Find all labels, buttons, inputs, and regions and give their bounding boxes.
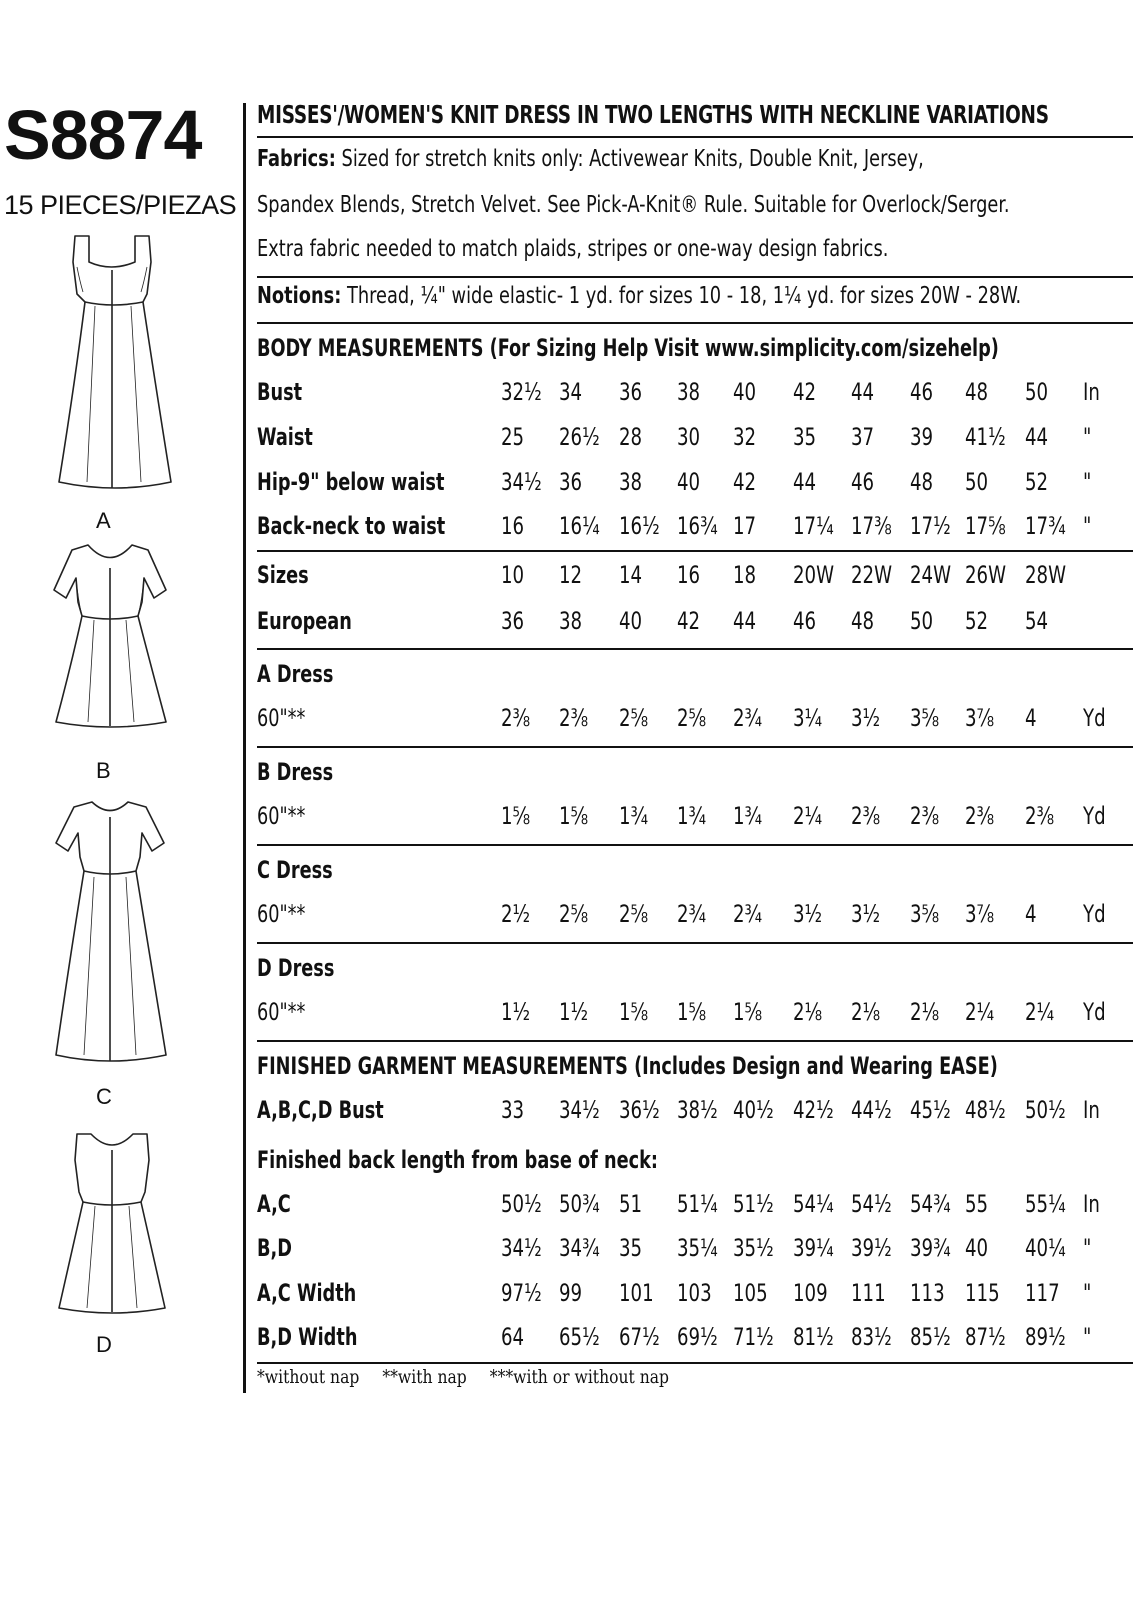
table-cell: 2⅛	[793, 998, 823, 1026]
table-cell: 46	[910, 378, 934, 406]
table-cell: 3⅝	[910, 900, 940, 928]
table-cell: 54	[1025, 607, 1049, 635]
table-cell: 2⅜	[910, 802, 940, 830]
dress-sketch-b	[48, 540, 172, 730]
unit-cell: "	[1083, 468, 1092, 496]
table-cell: 36½	[619, 1096, 660, 1124]
table-cell: 34½	[559, 1096, 600, 1124]
row-label: Bust	[257, 378, 303, 406]
footnote-without-nap: *without nap	[257, 1366, 360, 1388]
table-cell: 16	[501, 512, 525, 540]
row-label: Sizes	[257, 561, 309, 589]
unit-cell: "	[1083, 423, 1092, 451]
view-heading: C Dress	[257, 856, 333, 884]
table-cell: 2⅛	[910, 998, 940, 1026]
table-cell: 40½	[733, 1096, 774, 1124]
table-cell: 50½	[1025, 1096, 1066, 1124]
table-cell: 81½	[793, 1323, 834, 1351]
table-cell: 2¾	[733, 704, 763, 732]
table-cell: 18	[733, 561, 757, 589]
table-cell: 2¾	[677, 900, 707, 928]
table-cell: 40	[965, 1234, 989, 1262]
table-cell: 39½	[851, 1234, 892, 1262]
table-cell: 44	[733, 607, 757, 635]
table-row	[257, 1279, 1133, 1309]
divider	[257, 1362, 1133, 1364]
row-label: 60"**	[257, 802, 306, 830]
row-label: 60"**	[257, 900, 306, 928]
table-cell: 50¾	[559, 1190, 600, 1218]
table-cell: 17½	[910, 512, 951, 540]
table-cell: 16½	[619, 512, 660, 540]
row-label: B,D Width	[257, 1323, 358, 1351]
table-cell: 97½	[501, 1279, 542, 1307]
table-cell: 54¾	[910, 1190, 951, 1218]
table-cell: 42	[733, 468, 757, 496]
table-cell: 37	[851, 423, 875, 451]
table-cell: 44	[851, 378, 875, 406]
notions-text: Thread, ¼" wide elastic- 1 yd. for sizes 10 - 18, 1¼ yd. for sizes 20W - 28W.	[341, 283, 1022, 309]
table-cell: 34	[559, 378, 583, 406]
table-row	[257, 468, 1133, 498]
table-cell: 32	[733, 423, 757, 451]
table-cell: 2⅝	[619, 704, 649, 732]
table-cell: 54½	[851, 1190, 892, 1218]
table-cell: 35	[619, 1234, 643, 1262]
table-cell: 17	[733, 512, 757, 540]
table-cell: 42	[677, 607, 701, 635]
table-cell: 1⅝	[559, 802, 589, 830]
table-cell: 25	[501, 423, 525, 451]
pattern-details	[257, 0, 1133, 1602]
view-heading: A Dress	[257, 660, 334, 688]
table-cell: 39	[910, 423, 934, 451]
table-cell: 24W	[910, 561, 952, 589]
table-cell: 12	[559, 561, 583, 589]
table-cell: 36	[501, 607, 525, 635]
table-cell: 111	[851, 1279, 886, 1307]
table-cell: 2⅜	[965, 802, 995, 830]
table-cell: 2⅜	[501, 704, 531, 732]
table-cell: 1¾	[619, 802, 649, 830]
divider	[257, 1040, 1133, 1042]
dress-sketch-d	[55, 1130, 169, 1316]
table-cell: 1¾	[733, 802, 763, 830]
divider	[257, 276, 1133, 278]
table-cell: 46	[793, 607, 817, 635]
row-label: 60"**	[257, 704, 306, 732]
table-cell: 51¼	[677, 1190, 718, 1218]
unit-cell: "	[1083, 1234, 1092, 1262]
unit-cell: "	[1083, 1323, 1092, 1351]
view-heading: B Dress	[257, 758, 334, 786]
table-cell: 35½	[733, 1234, 774, 1262]
fabrics-line-3: Extra fabric needed to match plaids, stripes or one-way design fabrics.	[257, 236, 889, 262]
table-cell: 1⅝	[677, 998, 707, 1026]
table-cell: 40	[677, 468, 701, 496]
table-cell: 50	[910, 607, 934, 635]
table-cell: 55¼	[1025, 1190, 1066, 1218]
dress-sketch-c	[48, 797, 172, 1065]
table-cell: 83½	[851, 1323, 892, 1351]
table-cell: 36	[619, 378, 643, 406]
row-label: B,D	[257, 1234, 292, 1262]
table-cell: 44	[1025, 423, 1049, 451]
table-cell: 117	[1025, 1279, 1060, 1307]
row-label: European	[257, 607, 352, 635]
table-cell: 2¾	[733, 900, 763, 928]
table-cell: 17⅝	[965, 512, 1006, 540]
table-cell: 40	[733, 378, 757, 406]
unit-cell: In	[1083, 378, 1100, 406]
table-cell: 34½	[501, 468, 542, 496]
table-cell: 2⅝	[619, 900, 649, 928]
table-cell: 38	[559, 607, 583, 635]
table-row	[257, 802, 1133, 832]
table-cell: 32½	[501, 378, 542, 406]
unit-cell: "	[1083, 512, 1092, 540]
table-cell: 28W	[1025, 561, 1067, 589]
table-cell: 87½	[965, 1323, 1006, 1351]
table-cell: 2¼	[1025, 998, 1055, 1026]
table-cell: 44	[793, 468, 817, 496]
table-cell: 48	[965, 378, 989, 406]
table-row	[257, 561, 1133, 591]
table-cell: 50	[965, 468, 989, 496]
pattern-title: MISSES'/WOMEN'S KNIT DRESS IN TWO LENGTHS WITH NECKLINE VARIATIONS	[257, 100, 1049, 129]
table-cell: 85½	[910, 1323, 951, 1351]
table-cell: 52	[965, 607, 989, 635]
table-cell: 50	[1025, 378, 1049, 406]
table-cell: 67½	[619, 1323, 660, 1351]
table-cell: 55	[965, 1190, 989, 1218]
table-cell: 52	[1025, 468, 1049, 496]
table-cell: 103	[677, 1279, 712, 1307]
table-row	[257, 423, 1133, 453]
table-cell: 2½	[501, 900, 531, 928]
table-cell: 41½	[965, 423, 1006, 451]
table-cell: 40¼	[1025, 1234, 1066, 1262]
table-cell: 51½	[733, 1190, 774, 1218]
unit-cell: In	[1083, 1190, 1100, 1218]
table-cell: 4	[1025, 900, 1037, 928]
unit-cell: Yd	[1083, 802, 1106, 830]
footnotes	[257, 1366, 687, 1388]
table-cell: 3⅞	[965, 900, 995, 928]
table-cell: 35	[793, 423, 817, 451]
table-cell: 65½	[559, 1323, 600, 1351]
view-label-a: A	[96, 508, 111, 533]
table-cell: 44½	[851, 1096, 892, 1124]
back-length-heading: Finished back length from base of neck:	[257, 1146, 658, 1174]
table-cell: 69½	[677, 1323, 718, 1351]
table-cell: 1½	[501, 998, 531, 1026]
divider	[257, 844, 1133, 846]
table-cell: 1⅝	[619, 998, 649, 1026]
divider	[257, 550, 1133, 552]
table-cell: 51	[619, 1190, 643, 1218]
divider	[257, 648, 1133, 650]
notions-label: Notions:	[257, 283, 342, 309]
divider	[257, 746, 1133, 748]
table-cell: 38	[619, 468, 643, 496]
unit-cell: In	[1083, 1096, 1100, 1124]
table-cell: 17¼	[793, 512, 834, 540]
table-cell: 28	[619, 423, 643, 451]
table-cell: 64	[501, 1323, 525, 1351]
table-cell: 34½	[501, 1234, 542, 1262]
table-cell: 38½	[677, 1096, 718, 1124]
table-cell: 2⅜	[559, 704, 589, 732]
table-cell: 2⅜	[851, 802, 881, 830]
table-cell: 16¾	[677, 512, 718, 540]
fabrics-text-1: Sized for stretch knits only: Activewear Knits, Double Knit, Jersey,	[335, 146, 924, 172]
dress-sketch-a	[55, 232, 175, 494]
left-column	[0, 0, 240, 1602]
table-cell: 2⅝	[559, 900, 589, 928]
table-cell: 36	[559, 468, 583, 496]
table-cell: 115	[965, 1279, 1000, 1307]
table-cell: 38	[677, 378, 701, 406]
table-cell: 34¾	[559, 1234, 600, 1262]
table-row	[257, 378, 1133, 408]
table-cell: 3½	[851, 704, 881, 732]
table-row	[257, 1323, 1133, 1353]
footnote-with-nap: **with nap	[382, 1366, 467, 1388]
table-cell: 2¼	[793, 802, 823, 830]
table-cell: 71½	[733, 1323, 774, 1351]
table-cell: 2⅜	[1025, 802, 1055, 830]
notions-line	[257, 283, 1021, 309]
row-label: 60"**	[257, 998, 306, 1026]
table-row	[257, 998, 1133, 1028]
table-cell: 50½	[501, 1190, 542, 1218]
body-measurements-heading: BODY MEASUREMENTS (For Sizing Help Visit www.simplicity.com/sizehelp)	[257, 334, 999, 362]
table-cell: 105	[733, 1279, 768, 1307]
table-row	[257, 1234, 1133, 1264]
table-cell: 4	[1025, 704, 1037, 732]
table-cell: 10	[501, 561, 525, 589]
view-label-d: D	[96, 1332, 112, 1357]
unit-cell: Yd	[1083, 704, 1106, 732]
table-row	[257, 607, 1133, 637]
table-cell: 30	[677, 423, 701, 451]
view-heading: D Dress	[257, 954, 335, 982]
table-cell: 46	[851, 468, 875, 496]
table-cell: 54¼	[793, 1190, 834, 1218]
fabrics-label: Fabrics:	[257, 146, 336, 172]
table-cell: 26W	[965, 561, 1007, 589]
table-cell: 20W	[793, 561, 835, 589]
table-row	[257, 512, 1133, 542]
row-label: A,B,C,D Bust	[257, 1096, 384, 1124]
table-cell: 17⅜	[851, 512, 892, 540]
divider	[257, 136, 1133, 138]
view-label-c: C	[96, 1084, 112, 1109]
table-row	[257, 704, 1133, 734]
row-label: Waist	[257, 423, 313, 451]
unit-cell: Yd	[1083, 900, 1106, 928]
table-cell: 16¼	[559, 512, 600, 540]
table-cell: 89½	[1025, 1323, 1066, 1351]
table-cell: 17¾	[1025, 512, 1066, 540]
row-label: Hip-9" below waist	[257, 468, 445, 496]
table-cell: 1¾	[677, 802, 707, 830]
table-cell: 48	[851, 607, 875, 635]
table-cell: 3¼	[793, 704, 823, 732]
table-row	[257, 1190, 1133, 1220]
table-cell: 42	[793, 378, 817, 406]
table-cell: 1½	[559, 998, 589, 1026]
table-row	[257, 900, 1133, 930]
pattern-code: S8874	[4, 96, 202, 174]
table-cell: 16	[677, 561, 701, 589]
table-cell: 22W	[851, 561, 893, 589]
unit-cell: "	[1083, 1279, 1092, 1307]
table-cell: 113	[910, 1279, 945, 1307]
table-cell: 14	[619, 561, 643, 589]
table-cell: 26½	[559, 423, 600, 451]
footnote-with-or-without-nap: ***with or without nap	[489, 1366, 670, 1388]
table-cell: 2⅝	[677, 704, 707, 732]
table-cell: 3⅞	[965, 704, 995, 732]
row-label: A,C Width	[257, 1279, 357, 1307]
table-cell: 3½	[851, 900, 881, 928]
table-cell: 2⅛	[851, 998, 881, 1026]
table-cell: 1⅝	[501, 802, 531, 830]
table-cell: 109	[793, 1279, 828, 1307]
table-cell: 33	[501, 1096, 525, 1124]
table-cell: 48½	[965, 1096, 1006, 1124]
unit-cell: Yd	[1083, 998, 1106, 1026]
table-cell: 45½	[910, 1096, 951, 1124]
table-cell: 3½	[793, 900, 823, 928]
table-cell: 35¼	[677, 1234, 718, 1262]
row-label: Back-neck to waist	[257, 512, 446, 540]
divider	[257, 942, 1133, 944]
finished-measurements-heading: FINISHED GARMENT MEASUREMENTS (Includes Design and Wearing EASE)	[257, 1052, 998, 1080]
table-cell: 2¼	[965, 998, 995, 1026]
pieces-count: 15 PIECES/PIEZAS	[4, 190, 237, 220]
table-cell: 39¼	[793, 1234, 834, 1262]
table-row	[257, 1096, 1133, 1126]
table-cell: 1⅝	[733, 998, 763, 1026]
row-label: A,C	[257, 1190, 291, 1218]
view-label-b: B	[96, 758, 111, 783]
table-cell: 99	[559, 1279, 583, 1307]
divider	[257, 322, 1133, 324]
table-cell: 101	[619, 1279, 654, 1307]
fabrics-line-2: Spandex Blends, Stretch Velvet. See Pick-A-Knit® Rule. Suitable for Overlock/Serger.	[257, 192, 1010, 218]
table-cell: 48	[910, 468, 934, 496]
table-cell: 39¾	[910, 1234, 951, 1262]
vertical-divider	[243, 103, 246, 1393]
table-cell: 3⅝	[910, 704, 940, 732]
table-cell: 40	[619, 607, 643, 635]
fabrics-line-1	[257, 146, 924, 172]
table-cell: 42½	[793, 1096, 834, 1124]
